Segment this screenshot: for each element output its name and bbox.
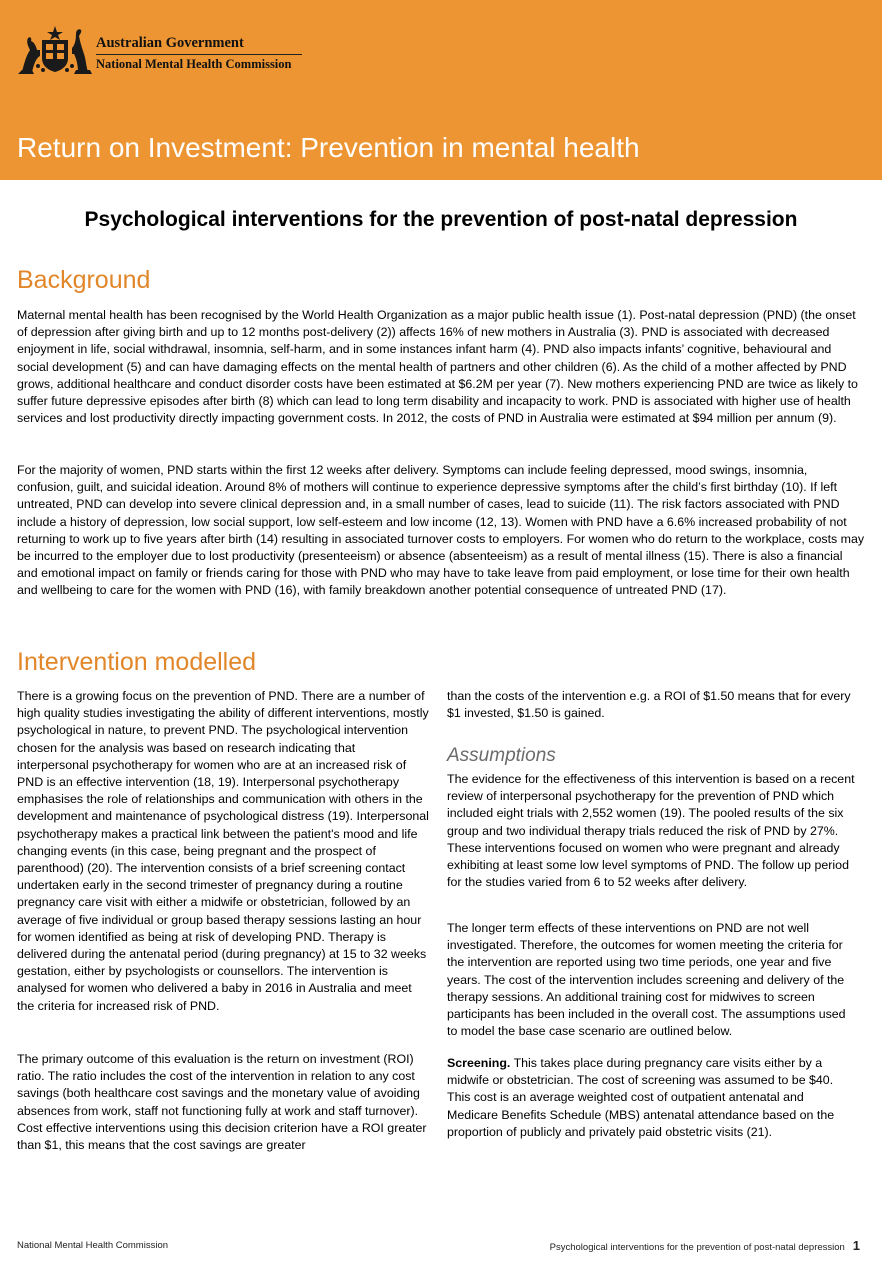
- screening-paragraph: [447, 1055, 857, 1141]
- banner-title: Return on Investment: Prevention in mental health: [17, 132, 640, 163]
- footer-document-title: Psychological interventions for the prevention of post-natal depression: [549, 1242, 845, 1253]
- intervention-left-paragraph-1: There is a growing focus on the prevention of PND. There are a number of high quality studies investigating the ability of different interventions, mostly psychological in nature, to prevent PND. The psychological intervention chosen for the analysis was based on research indicating that interpersonal psychotherapy for women who are at an increased risk of PND is an effective intervention (18, 19). Interpersonal psychotherapy emphasises the role of relationships and communication with others in the development and maintenance of psychological distress (19). Interpersonal psychotherapy makes a practical link between the patient's mood and life changing events (in this case, being pregnant and the prospect of parenthood) (20). The intervention consists of a brief screening contact undertaken early in the second trimester of pregnancy during a routine pregnancy care visit with either a midwife or obstetrician, followed by an average of five individual or group based therapy sessions lasting an hour for women identified as being at risk of developing PND. Therapy is delivered during the antenatal period (during pregnancy) at 15 to 32 weeks gestation, either by psychologists or counsellors. The intervention is analysed for women who delivered a baby in 2016 in Australia and meet the criteria for increased risk of PND.: [17, 689, 429, 1013]
- document-title: Psychological interventions for the prevention of post-natal depression: [84, 208, 798, 231]
- coat-of-arms-icon: [16, 20, 94, 76]
- screening-label: Screening.: [447, 1056, 511, 1070]
- assumptions-paragraph-2: The longer term effects of these interventions on PND are not well investigated. Therefore, the outcomes for women meeting the criteria for the intervention are reported using two time periods, one year and five years. The cost of the intervention includes screening and delivery of the therapy sessions. An additional training cost for midwives to screen participants has been included in the overall cost. The assumptions used to model the base case scenario are outlined below.: [447, 921, 846, 1039]
- government-wordmark: [96, 35, 302, 72]
- background-paragraph-1: Maternal mental health has been recognised by the World Health Organization as a major public health issue (1). Post-natal depression (PND) (the onset of depression after giving birth and up to 12 months post-delivery (2)) affects 16% of new mothers in Australia (3). PND is associated with decreased enjoyment in life, social withdrawal, insomnia, self-harm, and in some instances infant harm (4). PND also impacts infants’ cognitive, behavioural and social development (5) and can have damaging effects on the mental health of partners and other children (6). As the child of a mother affected by PND grows, additional healthcare and conduct disorder costs have been estimated at $6.2M per year (7). New mothers experiencing PND are twice as likely to suffer future depressive episodes after birth (8) which can lead to long term disability and incapacity to work. PND is associated with higher use of health services and lost productivity directly impacting government costs. In 2012, the costs of PND in Australia were estimated at $94 million per annum (9).: [17, 308, 858, 426]
- government-logo: [16, 20, 316, 76]
- intervention-right-paragraph-0: than the costs of the intervention e.g. a ROI of $1.50 means that for every $1 invested, $1.50 is gained.: [447, 689, 851, 721]
- footer-left: National Mental Health Commission: [17, 1240, 169, 1251]
- assumptions-heading: Assumptions: [447, 745, 556, 766]
- background-heading: Background: [17, 266, 151, 294]
- screening-text: This takes place during pregnancy care visits either by a midwife or obstetrician. The cost of screening was assumed to be $40. This cost is an average weighted cost of outpatient antenatal and Medicare Benefits Schedule (MBS) antenatal attendance based on the proportion of publicly and privately paid obstetric visits (21).: [447, 1056, 835, 1139]
- government-name: Australian Government: [96, 35, 244, 51]
- intervention-heading: Intervention modelled: [17, 648, 257, 676]
- header-banner: [0, 0, 882, 180]
- wordmark-divider: [96, 54, 302, 55]
- background-paragraph-2: For the majority of women, PND starts within the first 12 weeks after delivery. Symptoms can include feeling depressed, mood swings, insomnia, confusion, guilt, and suicidal ideation. Around 8% of mothers will continue to experience depressive symptoms after the child’s first birthday (10). If left untreated, PND can develop into severe clinical depression and, in a small number of cases, lead to suicide (11). The risk factors associated with PND include a history of depression, low social support, low self-esteem and low income (12, 13). Women with PND have a 6.6% increased probability of not returning to work up to five years after birth (14) resulting in associated turnover costs to employers. For women who do return to the workplace, costs may be incurred to the employer due to lost productivity (presenteeism) or absence (absenteeism) as a result of mental illness (15). There is also a financial and emotional impact on family or friends caring for those with PND who may have to take leave from paid employment, or lose time for their own health and wellbeing to care for the women with PND (16), with family breakdown another potential consequence of untreated PND (17).: [17, 463, 865, 598]
- footer-right: [550, 1239, 860, 1255]
- page-number: 1: [852, 1238, 860, 1253]
- assumptions-paragraph-1: The evidence for the effectiveness of this intervention is based on a recent review of interpersonal psychotherapy for the prevention of PND which included eight trials with 2,552 women (19). The pooled results of the six group and two individual therapy trials reduced the risk of PND by 27%. These interventions focused on women who were pregnant and already exhibiting at least some low level symptoms of PND. The follow up period for the studies varied from 6 to 52 weeks after delivery.: [447, 772, 855, 890]
- intervention-left-paragraph-2: The primary outcome of this evaluation is the return on investment (ROI) ratio. The ratio includes the cost of the intervention in relation to any cost savings (both healthcare cost savings and the monetary value of avoiding absences from work, staff not functioning fully at work and staff turnover). Cost effective interventions using this decision criterion have a ROI greater than $1, this means that the cost savings are greater: [17, 1052, 427, 1153]
- commission-name: National Mental Health Commission: [96, 57, 292, 71]
